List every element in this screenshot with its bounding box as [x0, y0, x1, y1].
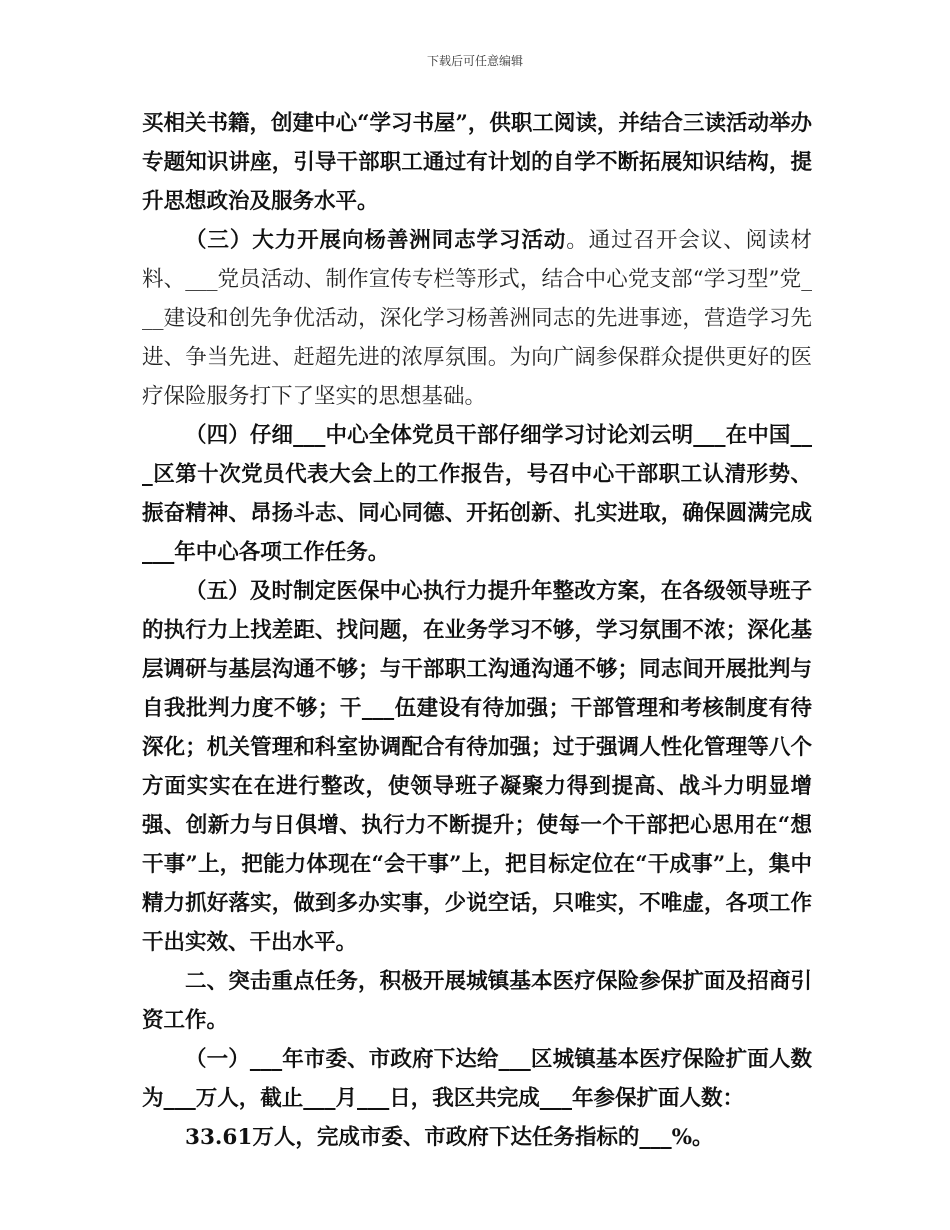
page-header: 下载后可任意编辑 [426, 54, 523, 68]
paragraph-rectification-plan: （五）及时制定医保中心执行力提升年整改方案，在各级领导班子的执行力上找差距、找问题，在业务学习不够，学习氛围不浓；深化基层调研与基层沟通不够；与干部职工沟通沟通不够；同志间开展批判与自我批判力度不够；干___伍建设有待加强；干部管理和考核制度有待深化；机关管理和科室协调配合有待加强；过于强调人性化管理等八个方面实实在在进行整改，使领导班子凝聚力得到提高、战斗力明显增强、创新力与日俱增、执行力不断提升；使每一个干部把心思用在“想干事”上，把能力体现在“会干事”上，把目标定位在“干成事”上，集中精力抓好落实，做到多办实事，少说空话，只唯实，不唯虚，各项工作干出实效、干出水平。 [142, 579, 812, 955]
paragraph-section-two: 二、突击重点任务，积极开展城镇基本医疗保险参保扩面及招商引资工作。 [142, 969, 812, 1033]
paragraph-yang-shanzhou [142, 221, 812, 416]
paragraph-body-3: 。通过召开会议、阅读材料、___党员活动、制作宣传专栏等形式，结合中心党支部“学习型”党___建设和创先争优活动，深化学习杨善洲同志的先进事迹，营造学习先进、争当先进、赶超先进的浓厚氛围。为向广阔参保群众提供更好的医疗保险服务打下了坚实的思想基础。 [142, 228, 812, 409]
paragraph-expansion-target: （一）___年市委、市政府下达给___区城镇基本医疗保险扩面人数为___万人，截止___月___日，我区共完成___年参保扩面人数： [142, 1047, 812, 1111]
paragraph-completion-rate: 33.61万人，完成市委、市政府下达任务指标的___%。 [185, 1125, 714, 1150]
paragraph-heading-3: （三）大力开展向杨善洲同志学习活动 [185, 228, 567, 253]
document-body [142, 104, 812, 1157]
paragraph-study-house: 买相关书籍，创建中心“学习书屋”，供职工阅读，并结合三读活动举办专题知识讲座，引导干部职工通过有计划的自学不断拓展知识结构，提升思想政治及服务水平。 [142, 111, 812, 214]
paragraph-report-study: （四）仔细___中心全体党员干部仔细学习讨论刘云明___在中国___区第十次党员代表大会上的工作报告，号召中心干部职工认清形势、振奋精神、昂扬斗志、同心同德、开拓创新、扎实进取，确保圆满完成___年中心各项工作任务。 [142, 423, 812, 565]
